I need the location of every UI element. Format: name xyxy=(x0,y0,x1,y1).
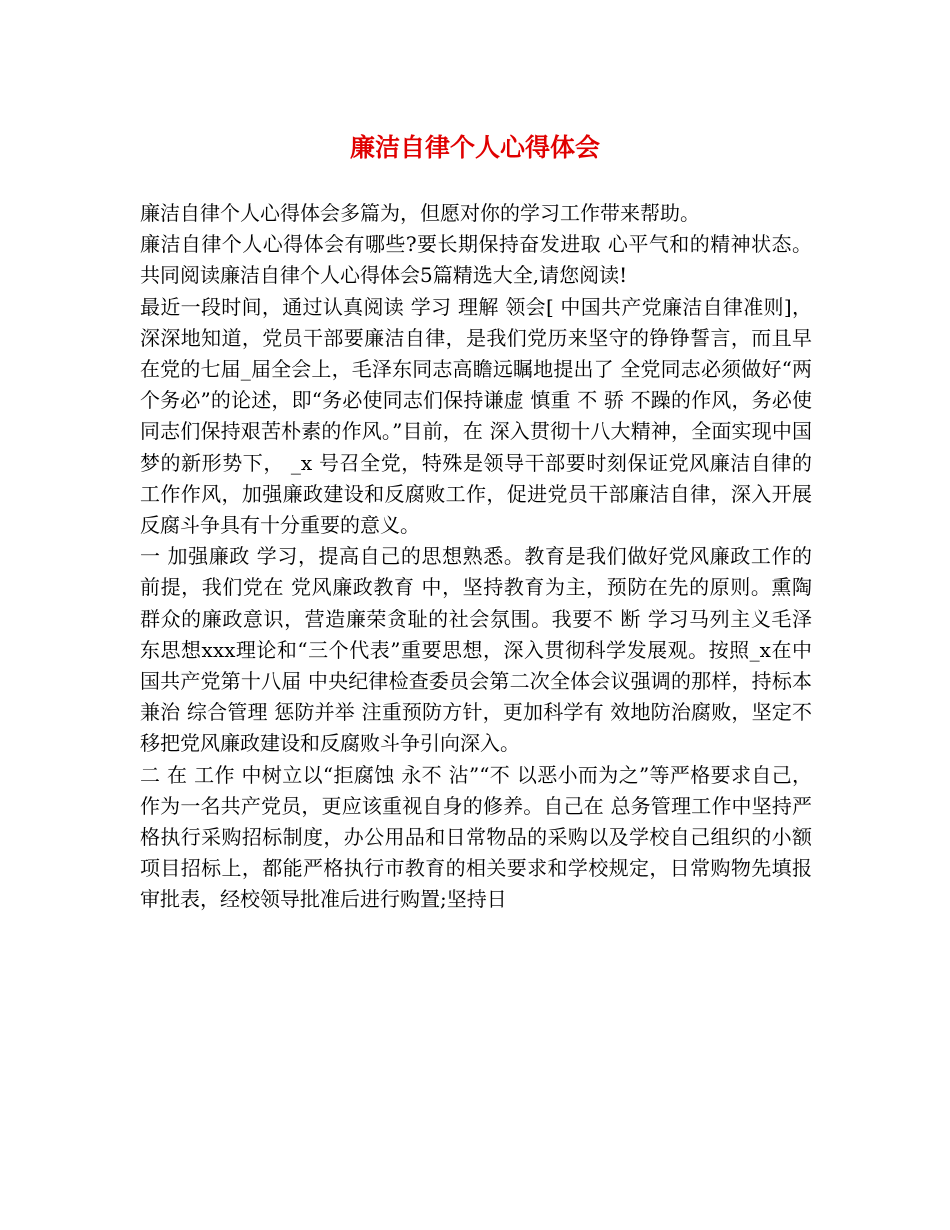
paragraph-intro: 廉洁自律个人心得体会多篇为，但愿对你的学习工作带来帮助。 xyxy=(140,201,700,225)
paragraph-recent-study: 最近一段时间，通过认真阅读 学习 理解 领会[ 中国共产党廉洁自律准则]，深深地知道，党员干部要廉洁自律，是我们党历来坚守的铮铮誓言，而且早在党的七届_届全会上，毛泽东同志高瞻远瞩地提出了 全党同志必须做好“两个务必”的论述，即“务必使同志们保持谦虚 慎重 不 骄 不躁的作风，务必使同志们保持艰苦朴素的作风。”目前，在 深入贯彻十八大精神，全面实现中国梦的新形势下， _x 号召全党，特殊是领导干部要时刻保证党风廉洁自律的工作作风，加强廉政建设和反腐败工作，促进党员干部廉洁自律，深入开展反腐斗争具有十分重要的意义。 xyxy=(140,294,812,538)
document-body xyxy=(140,198,812,916)
paragraph-question: 廉洁自律个人心得体会有哪些?要长期保持奋发进取 心平气和的精神状态。共同阅读廉洁自律个人心得体会5篇精选大全,请您阅读! xyxy=(140,232,812,288)
paragraph-point-two: 二 在 工作 中树立以“拒腐蚀 永不 沾”“不 以恶小而为之”等严格要求自己，作为一名共产党员，更应该重视自身的修养。自己在 总务管理工作中坚持严格执行采购招标制度，办公用品和日常物品的采购以及学校自己组织的小额项目招标上，都能严格执行市教育的相关要求和学校规定，日常购物先填报审批表，经校领导批准后进行购置;坚持日 xyxy=(140,762,812,912)
document-title: 廉洁自律个人心得体会 xyxy=(349,133,600,162)
paragraph-point-one: 一 加强廉政 学习，提高自己的思想熟悉。教育是我们做好党风廉政工作的前提，我们党在 党风廉政教育 中，坚持教育为主，预防在先的原则。熏陶群众的廉政意识，营造廉荣贪耻的社会氛围。我要不 断 学习马列主义毛泽东思想xxx理论和“三个代表”重要思想，深入贯彻科学发展观。按照_x在中国共产党第十八届 中央纪律检查委员会第二次全体会议强调的那样，持标本兼治 综合管理 惩防并举 注重预防方针，更加科学有 效地防治腐败，坚定不移把党风廉政建设和反腐败斗争引向深入。 xyxy=(140,544,812,756)
